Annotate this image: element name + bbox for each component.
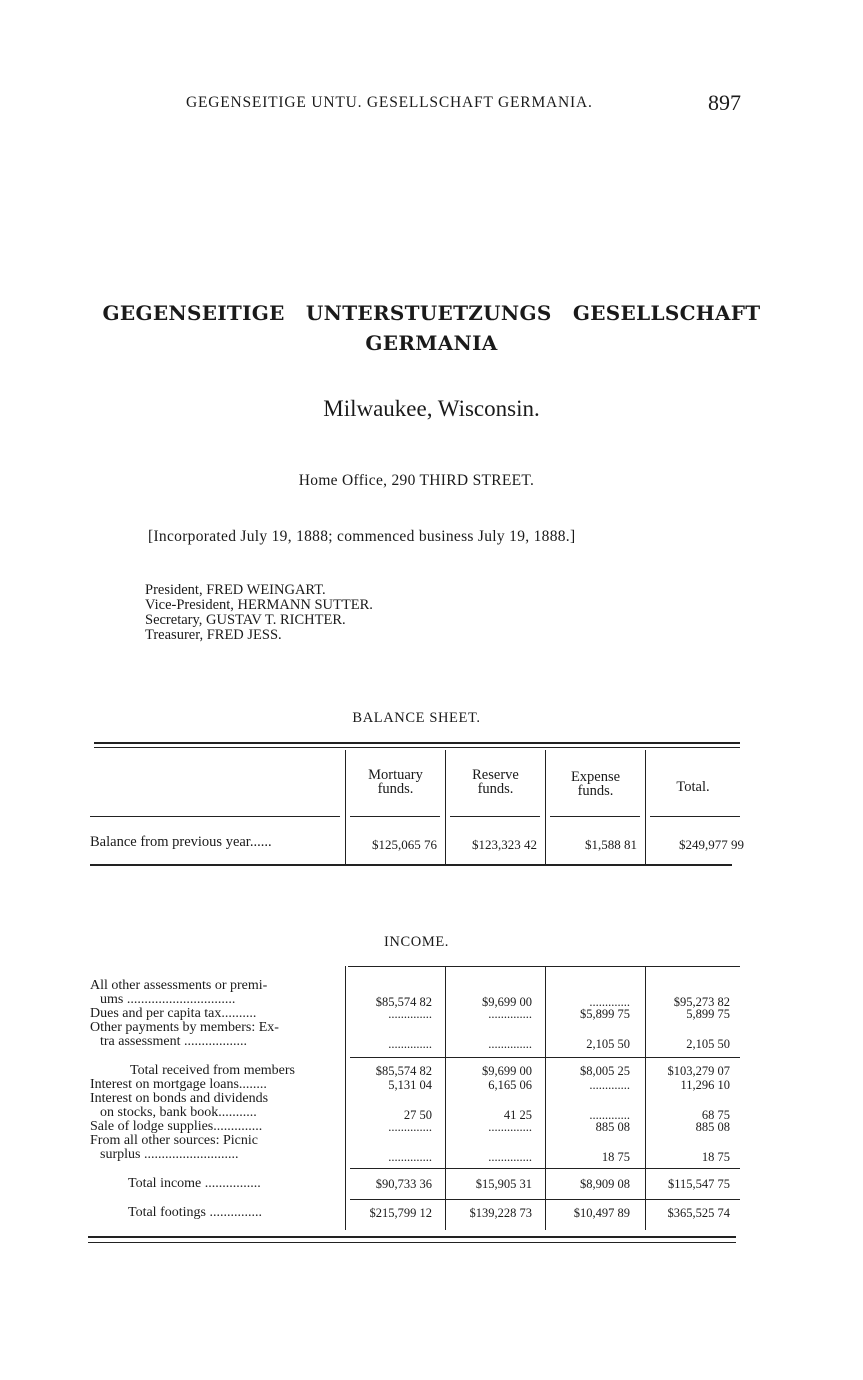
- document-title: [80, 298, 783, 358]
- balance-mortuary: $125,065 76: [372, 837, 437, 852]
- income-cell: 6,165 06: [488, 1078, 532, 1092]
- income-cell: ..............: [488, 1120, 532, 1134]
- rule-top-2: [94, 747, 740, 748]
- officer-secretary: Secretary, GUSTAV T. RICHTER.: [145, 612, 346, 628]
- income-cell: 18 75: [601, 1150, 630, 1164]
- income-row-label: on stocks, bank book...........: [100, 1105, 257, 1120]
- rule-bottom: [90, 864, 732, 866]
- income-cell: ..............: [388, 1037, 432, 1051]
- income-cell: $115,547 75: [667, 1177, 730, 1191]
- balance-total: $249,977 99: [679, 837, 744, 852]
- officers-list: [145, 583, 373, 643]
- col-header-reserve: Reserve funds.: [472, 767, 519, 797]
- running-head: [0, 92, 863, 118]
- income-cell: .............: [589, 1078, 630, 1092]
- income-row-label: ums ...............................: [100, 992, 236, 1007]
- col-header-total: Total.: [676, 779, 710, 795]
- rule-bottom-2: [88, 1242, 736, 1243]
- balance-sheet-table: [88, 742, 744, 872]
- home-office: Home Office, 290 THIRD STREET.: [298, 472, 535, 489]
- income-cell: $95,273 82: [673, 995, 730, 1009]
- income-cell: $8,005 25: [580, 1064, 630, 1078]
- income-cell: $15,905 31: [475, 1177, 532, 1191]
- title-line-1: GEGENSEITIGE UNTERSTUETZUNGS GESELLSCHAFT: [102, 301, 761, 325]
- income-cell: 27 50: [403, 1108, 432, 1122]
- income-cell: $90,733 36: [375, 1177, 432, 1191]
- income-cell: $8,909 08: [580, 1177, 630, 1191]
- rule-top-1: [94, 742, 740, 744]
- income-cell: ..............: [488, 1150, 532, 1164]
- page-number: 897: [708, 90, 741, 115]
- header-rule: [650, 816, 740, 817]
- income-cell: ..............: [488, 1037, 532, 1051]
- income-cell: $5,899 75: [580, 1007, 630, 1021]
- subtotal-rule: [350, 1057, 740, 1058]
- income-row-label: All other assessments or premi-: [90, 978, 268, 993]
- income-cell: 5,131 04: [388, 1078, 432, 1092]
- total-footings-rule: [350, 1199, 740, 1200]
- title-line-2: GERMANIA: [365, 331, 498, 355]
- income-cell: 885 08: [595, 1120, 630, 1134]
- header-rule: [450, 816, 540, 817]
- income-table: [88, 962, 740, 1252]
- location: Milwaukee, Wisconsin.: [323, 396, 540, 421]
- header-rule: [90, 816, 340, 817]
- income-row-label: Sale of lodge supplies..............: [90, 1119, 263, 1134]
- income-cell: $85,574 82: [375, 995, 432, 1009]
- income-cell: $10,497 89: [573, 1206, 630, 1220]
- income-row-label: Interest on mortgage loans........: [90, 1077, 267, 1092]
- income-cell: ..............: [388, 1120, 432, 1134]
- income-cell: 5,899 75: [686, 1007, 730, 1021]
- income-cell: 68 75: [701, 1108, 730, 1122]
- header-rule: [550, 816, 640, 817]
- income-cell: ..............: [388, 1150, 432, 1164]
- income-cell: $139,228 73: [469, 1206, 532, 1220]
- officer-president: President, FRED WEINGART.: [145, 582, 326, 598]
- balance-sheet-heading: BALANCE SHEET.: [352, 710, 481, 726]
- rule-top: [348, 966, 740, 967]
- income-cell: .............: [589, 1108, 630, 1122]
- income-cell: .............: [589, 995, 630, 1009]
- income-row-label: Total footings ...............: [128, 1205, 262, 1220]
- income-cell: $9,699 00: [482, 995, 532, 1009]
- income-cell: 885 08: [695, 1120, 730, 1134]
- income-cell: $85,574 82: [375, 1064, 432, 1078]
- income-row-label: tra assessment ..................: [100, 1034, 247, 1049]
- header-rule: [350, 816, 440, 817]
- income-row-label: Dues and per capita tax..........: [90, 1006, 257, 1021]
- incorporation-note: [Incorporated July 19, 1888; commenced business July 19, 1888.]: [148, 528, 576, 545]
- running-title: GEGENSEITIGE UNTU. GESELLSCHAFT GERMANIA.: [186, 94, 593, 111]
- income-cell: ..............: [488, 1007, 532, 1021]
- col-header-expense: Expense funds.: [570, 769, 621, 799]
- officer-vice-president: Vice-President, HERMANN SUTTER.: [145, 597, 373, 613]
- rule-bottom-1: [88, 1236, 736, 1238]
- income-cell: $365,525 74: [667, 1206, 730, 1220]
- total-income-rule: [350, 1168, 740, 1169]
- income-cell: $103,279 07: [667, 1064, 730, 1078]
- income-cell: 2,105 50: [686, 1037, 730, 1051]
- balance-expense: $1,588 81: [585, 837, 637, 852]
- income-row-label: surplus ...........................: [100, 1147, 239, 1162]
- income-row-label: Interest on bonds and dividends: [90, 1091, 269, 1106]
- income-cell: $9,699 00: [482, 1064, 532, 1078]
- income-heading: INCOME.: [383, 934, 450, 950]
- income-cell: 41 25: [503, 1108, 532, 1122]
- income-cell: ..............: [388, 1007, 432, 1021]
- income-row-label: Total income ................: [128, 1176, 261, 1191]
- income-row-label: From all other sources: Picnic: [90, 1133, 258, 1148]
- income-cell: 2,105 50: [586, 1037, 630, 1051]
- income-row-label: Other payments by members: Ex-: [90, 1020, 279, 1035]
- balance-row-label: Balance from previous year......: [90, 834, 272, 850]
- balance-reserve: $123,323 42: [472, 837, 537, 852]
- income-cell: 18 75: [701, 1150, 730, 1164]
- income-cell: $215,799 12: [369, 1206, 432, 1220]
- col-header-mortuary: Mortuary funds.: [368, 767, 423, 797]
- officer-treasurer: Treasurer, FRED JESS.: [145, 627, 282, 643]
- income-cell: 11,296 10: [680, 1078, 730, 1092]
- income-row-label: Total received from members: [130, 1063, 296, 1078]
